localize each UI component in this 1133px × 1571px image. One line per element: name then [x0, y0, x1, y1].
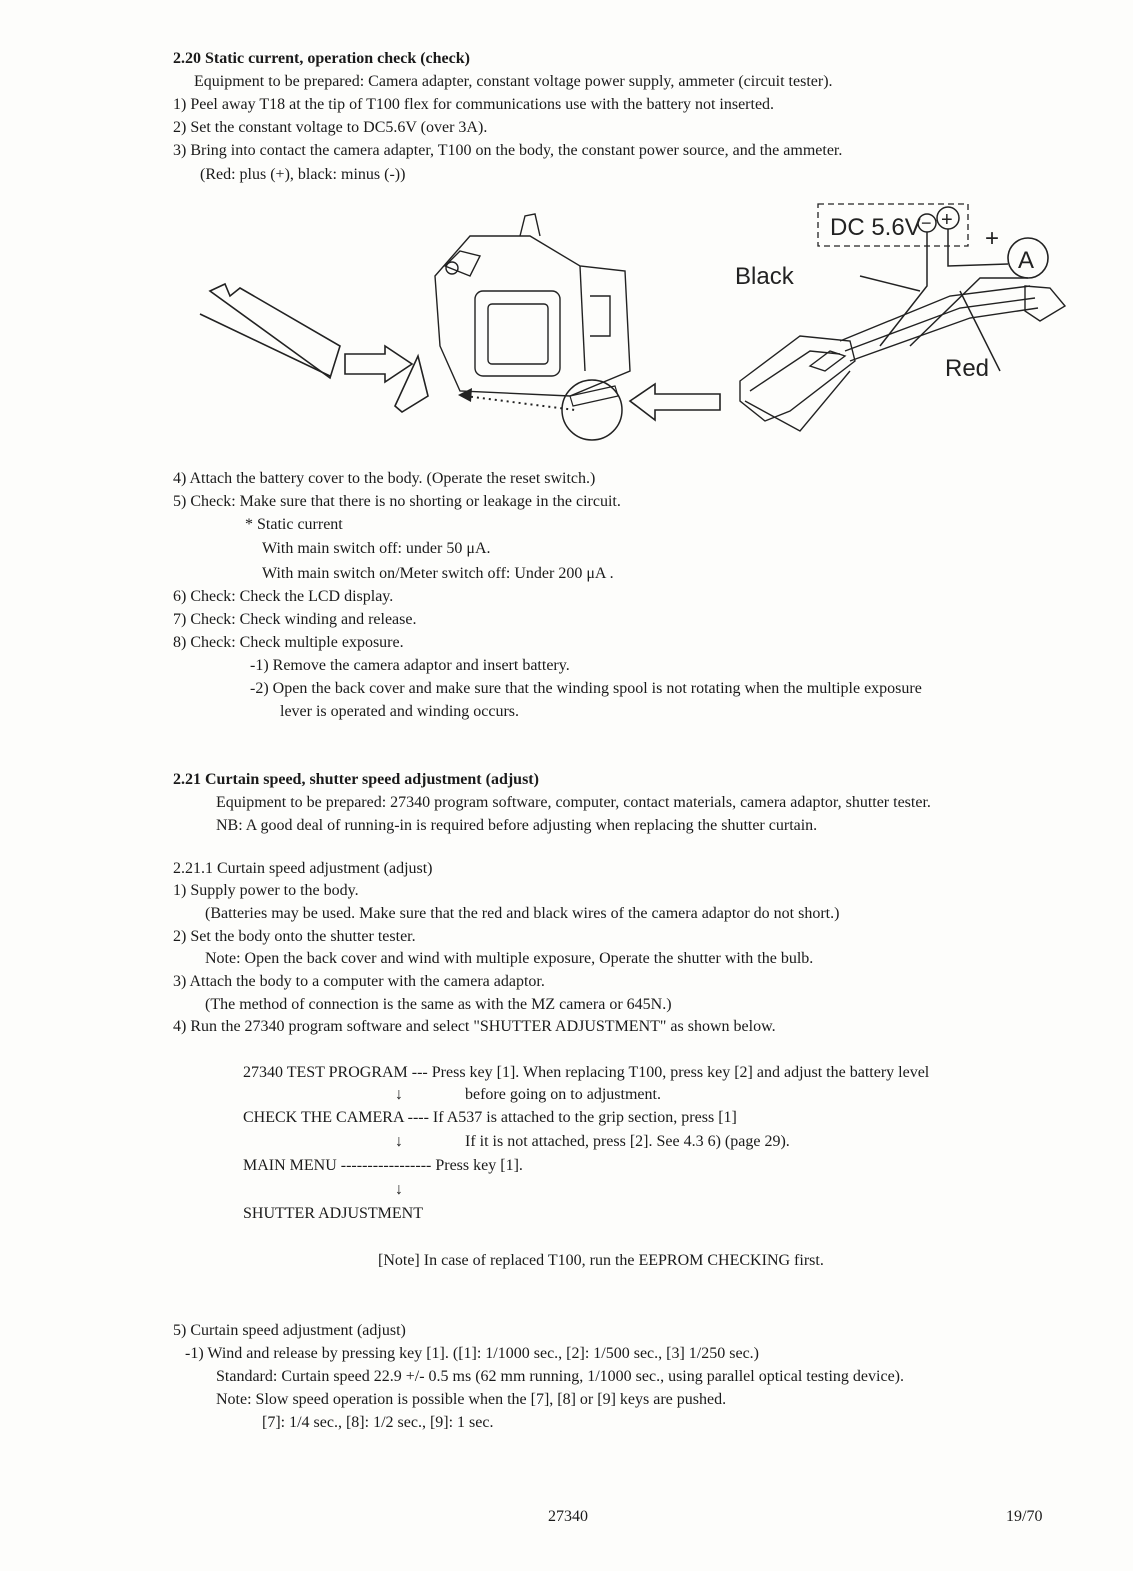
red-wire-label: Red	[945, 355, 990, 382]
flow-arrow-2: ↓	[395, 1133, 403, 1150]
probe-tool-illustration	[200, 284, 428, 412]
step-8: 8) Check: Check multiple exposure.	[173, 634, 404, 651]
step-8-2-cont: lever is operated and winding occurs.	[280, 703, 520, 720]
flow-arrow-1: ↓	[395, 1086, 403, 1103]
dotted-pointer	[458, 380, 622, 440]
section-2-21-title: 2.21 Curtain speed, shutter speed adjustment (adjust)	[173, 771, 539, 788]
curtain-speed-standard: Standard: Curtain speed 22.9 +/- 0.5 ms (62 mm running, 1/1000 sec., using parallel optical testing device).	[216, 1368, 904, 1385]
slow-speed-note: Note: Slow speed operation is possible when the [7], [8] or [9] keys are pushed.	[216, 1391, 727, 1408]
sub-step-2-note: Note: Open the back cover and wind with multiple exposure, Operate the shutter with the bulb.	[205, 950, 814, 967]
sub-step-4: 4) Run the 27340 program software and select "SHUTTER ADJUSTMENT" as shown below.	[173, 1018, 776, 1035]
step-4: 4) Attach the battery cover to the body. (Operate the reset switch.)	[173, 470, 596, 487]
flow-check-camera: CHECK THE CAMERA ---- If A537 is attached to the grip section, press [1]	[243, 1109, 737, 1126]
sub-step-5-1: -1) Wind and release by pressing key [1]. ([1]: 1/1000 sec., [2]: 1/500 sec., [3] 1/250 sec.)	[185, 1345, 760, 1362]
flow-test-program: 27340 TEST PROGRAM --- Press key [1]. When replacing T100, press key [2] and adjust the battery level	[243, 1064, 930, 1081]
footer-document-number: 27340	[548, 1508, 588, 1525]
slow-speed-keys: [7]: 1/4 sec., [8]: 1/2 sec., [9]: 1 sec.	[262, 1414, 494, 1431]
eeprom-note: [Note] In case of replaced T100, run the EEPROM CHECKING first.	[378, 1252, 824, 1269]
flow-arrow-3: ↓	[395, 1181, 403, 1198]
sub-step-3-note: (The method of connection is the same as with the MZ camera or 645N.)	[205, 996, 672, 1013]
minus-symbol: −	[921, 213, 932, 233]
step-5: 5) Check: Make sure that there is no shorting or leakage in the circuit.	[173, 493, 621, 510]
static-current-on: With main switch on/Meter switch off: Under 200 μA .	[262, 565, 614, 582]
black-wire-label: Black	[735, 263, 794, 290]
step-3: 3) Bring into contact the camera adapter, T100 on the body, the constant power source, and the ammeter.	[173, 142, 843, 159]
step-8-1: -1) Remove the camera adaptor and insert battery.	[250, 657, 570, 674]
section-2-20-equipment: Equipment to be prepared: Camera adapter, constant voltage power supply, ammeter (circuit tester).	[194, 73, 833, 90]
step-2: 2) Set the constant voltage to DC5.6V (over 3A).	[173, 119, 488, 136]
ammeter-label: A	[1018, 247, 1035, 274]
dc-voltage-label: DC 5.6V	[830, 214, 921, 241]
footer-page-number: 19/70	[1006, 1508, 1043, 1525]
sub-step-2: 2) Set the body onto the shutter tester.	[173, 928, 416, 945]
plus-symbol: +	[941, 209, 953, 231]
section-2-21-equipment: Equipment to be prepared: 27340 program software, computer, contact materials, camera adaptor, shutter tester.	[216, 794, 931, 811]
camera-adapter-illustration	[740, 286, 1065, 431]
flow-test-program-cont: before going on to adjustment.	[465, 1086, 661, 1103]
plus-label: +	[985, 225, 1000, 252]
static-current-label: * Static current	[245, 516, 343, 533]
flow-check-camera-cont: If it is not attached, press [2]. See 4.3 6) (page 29).	[465, 1133, 790, 1150]
connection-diagram	[190, 196, 1070, 466]
sub-step-1-note: (Batteries may be used. Make sure that the red and black wires of the camera adaptor do not short.)	[205, 905, 840, 922]
flow-shutter-adjustment: SHUTTER ADJUSTMENT	[243, 1205, 424, 1222]
static-current-off: With main switch off: under 50 μA.	[262, 540, 491, 557]
step-6: 6) Check: Check the LCD display.	[173, 588, 394, 605]
step-1: 1) Peel away T18 at the tip of T100 flex for communications use with the battery not inserted.	[173, 96, 775, 113]
section-2-21-nb: NB: A good deal of running-in is required before adjusting when replacing the shutter curtain.	[216, 817, 818, 834]
camera-body-illustration	[435, 214, 630, 396]
section-2-20-title: 2.20 Static current, operation check (check)	[173, 50, 470, 67]
hollow-arrow	[630, 384, 720, 420]
sub-step-3: 3) Attach the body to a computer with the camera adaptor.	[173, 973, 545, 990]
step-8-2: -2) Open the back cover and make sure that the winding spool is not rotating when the multiple exposure	[250, 680, 922, 697]
step-7: 7) Check: Check winding and release.	[173, 611, 417, 628]
subsection-2-21-1-title: 2.21.1 Curtain speed adjustment (adjust)	[173, 860, 433, 877]
flow-main-menu: MAIN MENU ----------------- Press key [1].	[243, 1157, 523, 1174]
sub-step-5: 5) Curtain speed adjustment (adjust)	[173, 1322, 406, 1339]
sub-step-1: 1) Supply power to the body.	[173, 882, 359, 899]
step-3-polarity: (Red: plus (+), black: minus (-))	[200, 166, 406, 183]
lead-wires	[860, 229, 1028, 371]
